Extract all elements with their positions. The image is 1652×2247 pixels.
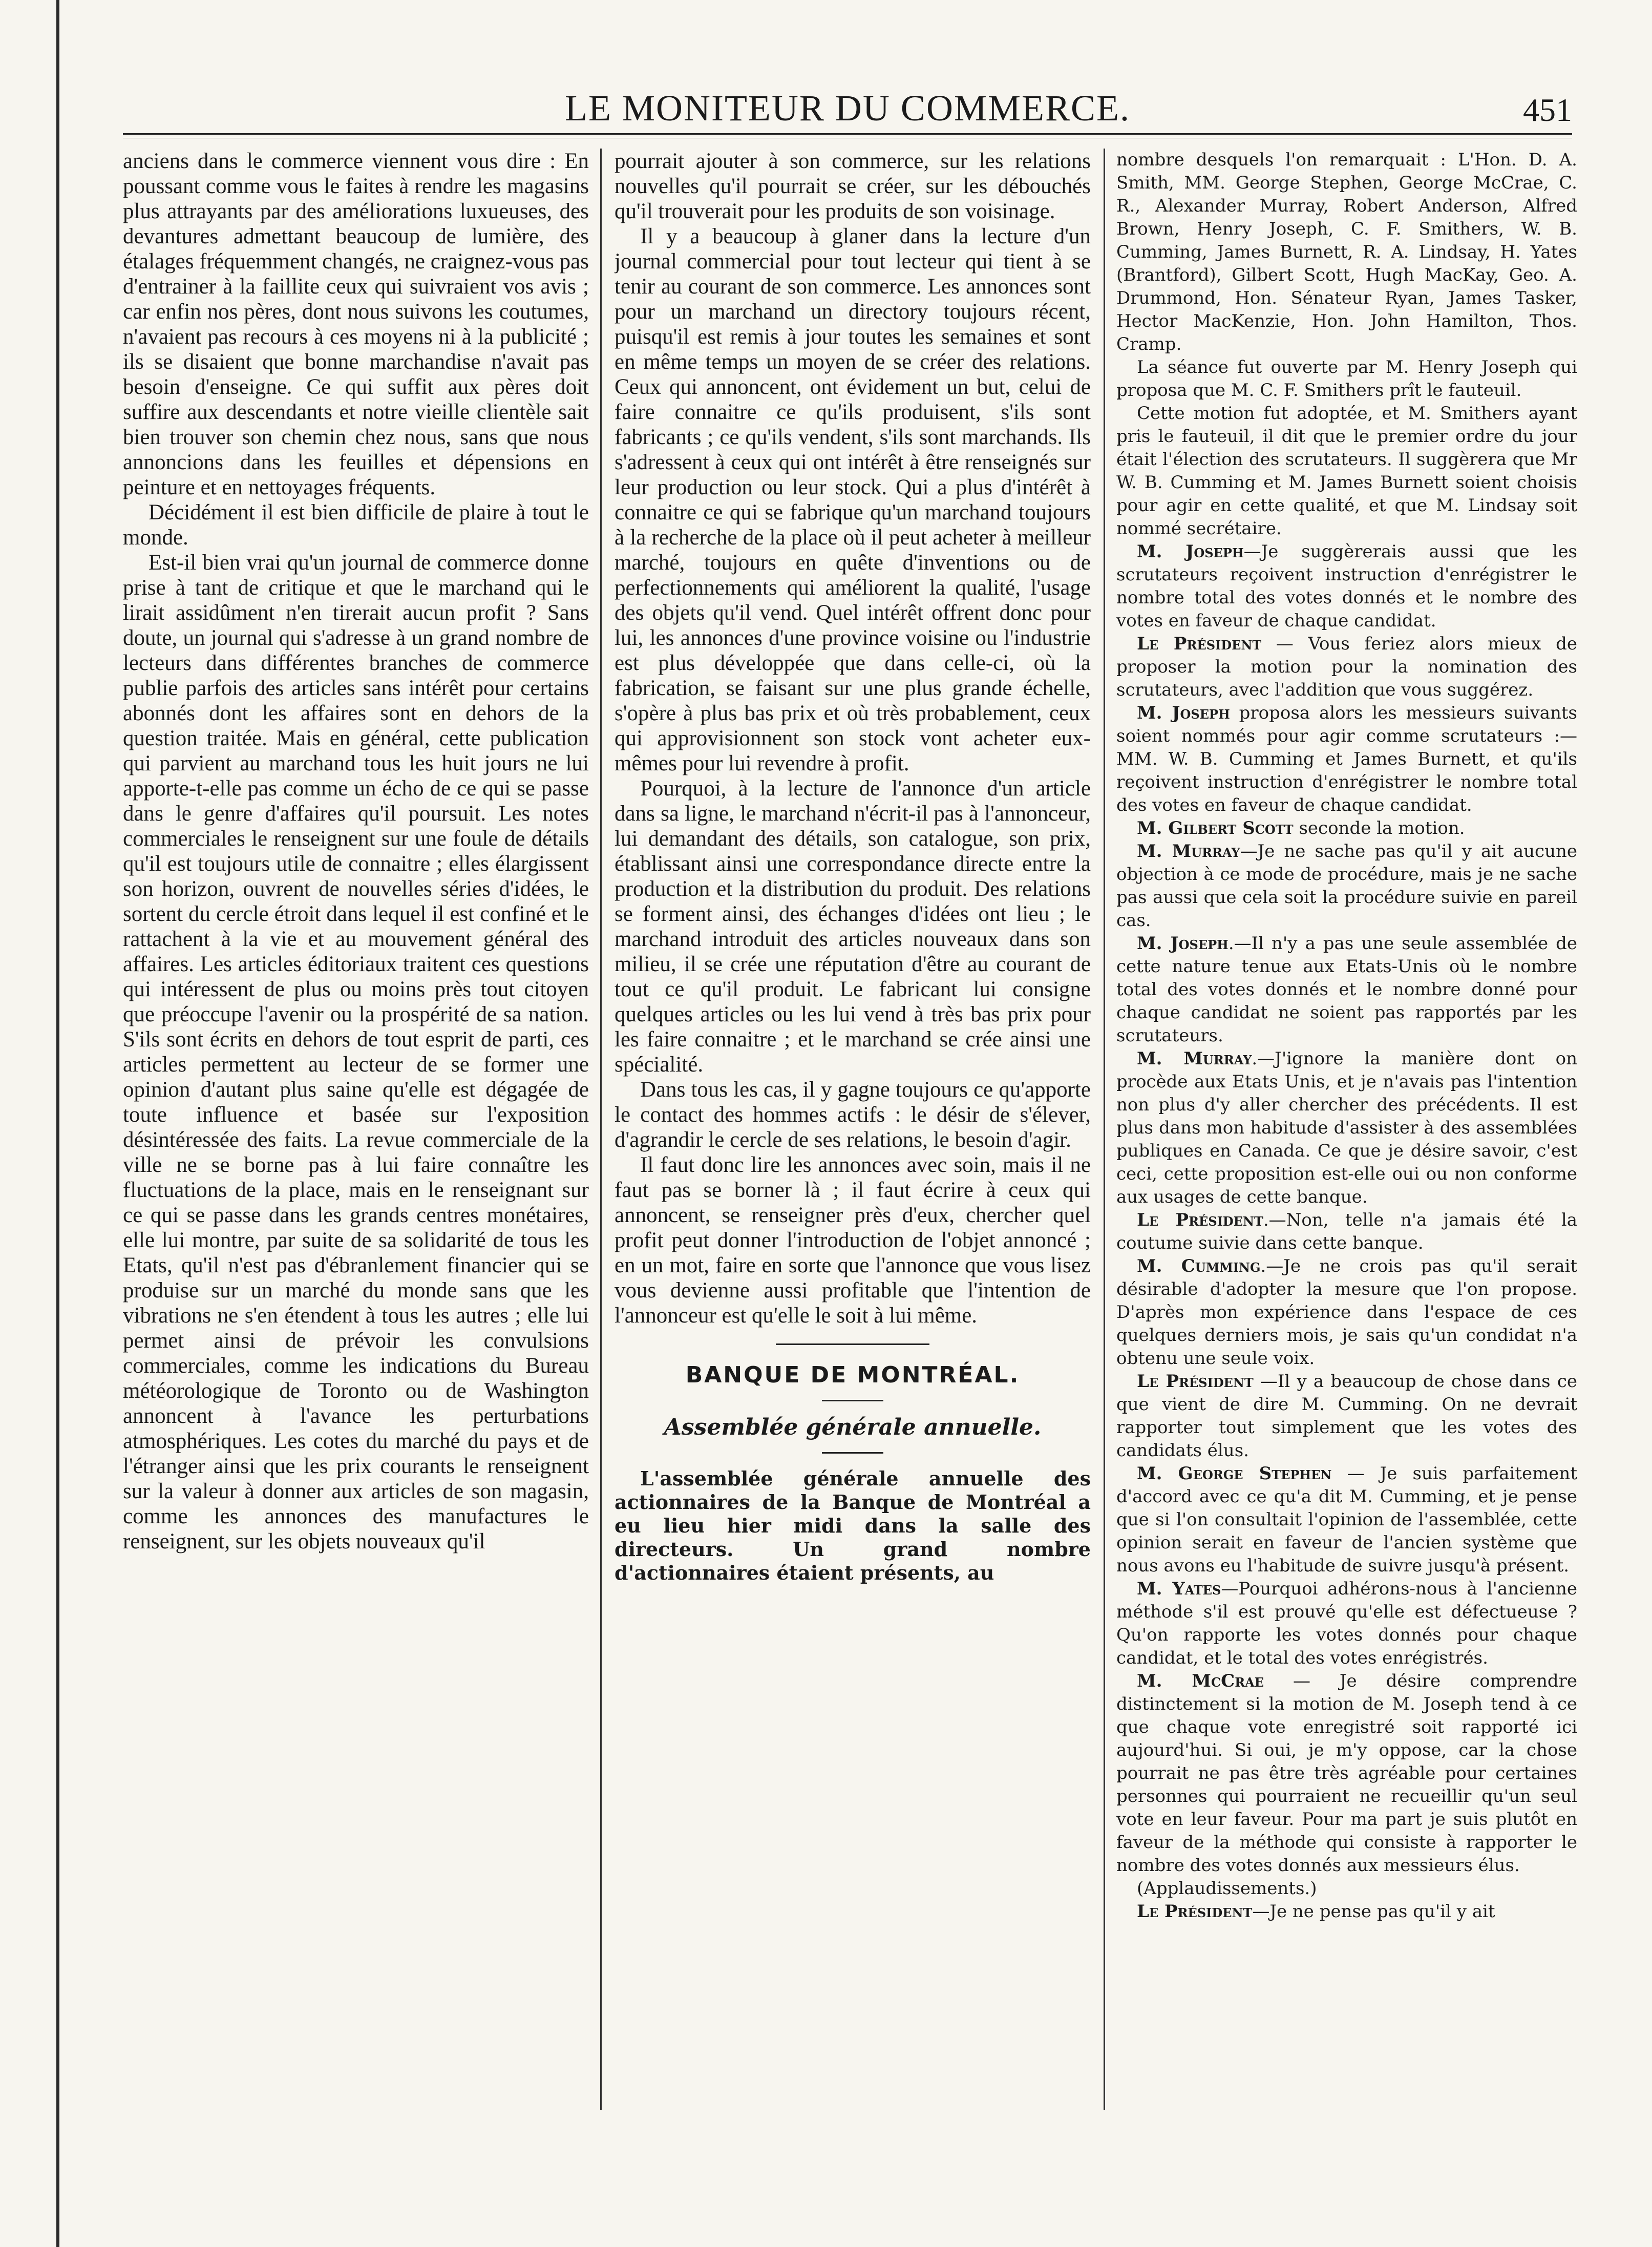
speaker-name: M. Joseph	[1137, 703, 1230, 723]
meeting-paragraph	[1116, 1578, 1577, 1670]
column-2	[615, 149, 1091, 2156]
paragraph-text: —Pourquoi adhérons-nous à l'ancienne méthode s'il est prouvé qu'elle est défectueuse ? Qu'on rapporte les votes donnés pour chaque candidat, et le total des votes enrégistrés.	[1116, 1579, 1577, 1668]
paragraph-text: —Je suggèrerais aussi que les scrutateurs reçoivent instruction d'enrégistrer le nombre total des votes donnés et le nombre des votes en faveur de chaque candidat.	[1116, 541, 1577, 631]
speaker-name: M. Joseph	[1137, 541, 1244, 562]
meeting-paragraph	[1116, 356, 1577, 402]
section-rule	[776, 1343, 929, 1347]
paragraph-text: La séance fut ouverte par M. Henry Joseph qui proposa que M. C. F. Smithers prît le fauteuil.	[1116, 357, 1577, 401]
meeting-paragraph	[1116, 540, 1577, 633]
meeting-paragraph	[1116, 1047, 1577, 1209]
page-header	[123, 77, 1572, 138]
paragraph-text: — Je désire comprendre distinctement si la motion de M. Joseph tend à ce que chaque vote enregistré soit rapporté ici aujourd'hui. Si oui, je m'y oppose, car la chose pourrait ne pas être très agréable pour certaines personnes qui pourraient ne recueillir qu'un seul vote en leur faveur. Pour ma part je suis plutôt en faveur de la méthode qui consiste à rapporter le nombre des votes donnés aux messieurs élus.	[1116, 1671, 1577, 1876]
paragraph-text: .—Il n'y a pas une seule assemblée de cette nature tenue aux Etats-Unis où le nombre total des votes donnés et le nombre donné pour chaque candidat ne soient pas rapportés par les scrutateurs.	[1116, 933, 1577, 1046]
paragraph-text: —Je ne pense pas qu'il y ait	[1252, 1901, 1495, 1922]
paragraph-text: — Je suis parfaitement d'accord avec ce qu'a dit M. Cumming, et je pense que si l'on consultait l'opinion de l'assemblée, cette opinion serait en faveur de l'ancien système que nous avons eu l'habitude de suivre jusqu'à présent.	[1116, 1463, 1577, 1576]
paragraph: Dans tous les cas, il y gagne toujours ce qu'apporte le contact des hommes actifs : le désir de s'élever, d'agrandir le cercle de ses relations, le besoin d'agir.	[615, 1078, 1091, 1152]
meeting-paragraph	[1116, 149, 1577, 356]
paragraph: anciens dans le commerce viennent vous dire : En poussant comme vous le faites à rendre les magasins plus attrayants par des améliorations luxueuses, des devantures admettant beaucoup de lumière, des étalages fréquemment changés, ne craignez-vous pas d'entrainer à la faillite ceux qui suivraient vos avis ; car enfin nos pères, dont nous suivons les coutumes, n'avaient pas recours à ces moyens ni à la publicité ; ils se disaient que bonne marchandise n'avait pas besoin d'enseigne. Ce qui suffit aux pères doit suffire aux descendants et notre vieille clientèle sait bien trouver son chemin chez nous, sans que nous annoncions dans les feuilles et dépensions en peinture et en nettoyages fréquents.	[123, 149, 589, 499]
paragraph-text: .—J'ignore la manière dont on procède aux Etats Unis, et je n'avais pas l'intention non plus d'y aller chercher des précédents. Il est plus dans mon habitude d'assister à des assemblées publiques en Canada. Ce que je désire savoir, c'est ceci, cette proposition est-elle oui ou non conforme aux usages de cette banque.	[1116, 1048, 1577, 1207]
meeting-paragraph	[1116, 932, 1577, 1047]
paragraph-text: —Il y a beaucoup de chose dans ce que vient de dire M. Cumming. On ne devrait rapporter tout simplement que les votes des candidats élus.	[1116, 1371, 1577, 1461]
speaker-name: M. Cumming	[1137, 1256, 1261, 1276]
paragraph: Décidément il est bien difficile de plaire à tout le monde.	[123, 500, 589, 550]
binding-edge	[56, 0, 59, 2247]
paragraph-text: nombre desquels l'on remarquait : L'Hon. D. A. Smith, MM. George Stephen, George McCrae, C. R., Alexander Murray, Robert Anderson, Alfred Brown, Henry Joseph, C. F. Smithers, W. B. Cumming, James Burnett, R. A. Lindsay, H. Yates (Brantford), Gilbert Scott, Hugh MacKay, Geo. A. Drummond, Hon. Sénateur Ryan, James Tasker, Hector MacKenzie, Hon. John Hamilton, Thos. Cramp.	[1116, 150, 1577, 354]
paragraph-text: —Je ne sache pas qu'il y ait aucune objection à ce mode de procédure, mais je ne sache pas aussi que cela soit la procédure suivie en pareil cas.	[1116, 841, 1577, 931]
paragraph-text: Cette motion fut adoptée, et M. Smithers ayant pris le fauteuil, il dit que le premier ordre du jour était l'élection des scrutateurs. Il suggèrera que Mr W. B. Cumming et M. James Burnett soient choisis pour agir en cette qualité, et que M. Lindsay soit nommé secrétaire.	[1116, 403, 1577, 539]
speaker-name: M. Yates	[1137, 1579, 1221, 1599]
paragraph: Il faut donc lire les annonces avec soin, mais il ne faut pas se borner là ; il faut écrire à ceux qui annoncent, se renseigner près d'eux, chercher quel profit peut donner l'introduction de l'objet annoncé ; en un mot, faire en sorte que l'annonce que vous lisez vous devienne aussi profitable que l'intention de l'annonceur est qu'elle le soit à lui même.	[615, 1153, 1091, 1328]
meeting-paragraph	[1116, 402, 1577, 540]
paragraph: pourrait ajouter à son commerce, sur les relations nouvelles qu'il pourrait se créer, sur les débouchés qu'il trouverait pour les produits de son voisinage.	[615, 149, 1091, 223]
speaker-name: Le Président	[1137, 1371, 1254, 1392]
paragraph-text: — Vous feriez alors mieux de proposer la motion pour la nomination des scrutateurs, avec l'addition que vous suggérez.	[1116, 634, 1577, 700]
paragraph-text: .—Je ne crois pas qu'il serait désirable d'adopter la mesure que l'on propose. D'après mon expérience dans l'espace de ces quelques derniers mois, je sais qu'un condidat n'a obtenu une seule voix.	[1116, 1256, 1577, 1369]
column-1	[123, 149, 589, 2156]
speaker-name: M. Joseph	[1137, 933, 1229, 954]
speaker-name: M. Murray	[1137, 841, 1240, 862]
section-rule	[822, 1452, 883, 1455]
column-divider	[600, 149, 602, 2110]
paragraph: Pourquoi, à la lecture de l'annonce d'un article dans sa ligne, le marchand n'écrit-il pas à l'annonceur, lui demandant des détails, son catalogue, son prix, établissant ainsi une correspondance directe entre la production et la distribution du produit. Des relations se forment ainsi, des échanges d'idées ont lieu ; le marchand introduit des articles nouveaux dans son milieu, il se crée une réputation d'être au courant de tout ce qu'il produit. Le fabricant lui consigne quelques articles ou les lui vend à très bas prix pour les faire connaitre ; et le marchand se crée ainsi une spécialité.	[615, 776, 1091, 1077]
meeting-paragraph	[1116, 1370, 1577, 1462]
meeting-paragraph	[1116, 817, 1577, 840]
section-title: BANQUE DE MONTRÉAL.	[685, 1362, 1020, 1388]
speaker-name: M. Gilbert Scott	[1137, 818, 1294, 838]
meeting-paragraph	[1116, 1900, 1577, 1923]
newspaper-title: LE MONITEUR DU COMMERCE.	[565, 88, 1130, 129]
meeting-paragraph	[1116, 1670, 1577, 1877]
meeting-paragraph	[1116, 1462, 1577, 1578]
paragraph-text: (Applaudissements.)	[1137, 1878, 1317, 1899]
speaker-name: M. George Stephen	[1137, 1463, 1332, 1484]
speaker-name: Le Président	[1137, 634, 1262, 654]
section-subtitle: Assemblée générale annuelle.	[664, 1414, 1042, 1440]
meeting-paragraph	[1116, 633, 1577, 702]
speaker-name: M. McCrae	[1137, 1671, 1264, 1691]
paragraph: Il y a beaucoup à glaner dans la lecture d'un journal commercial pour tout lecteur qui tient à se tenir au courant de son commerce. Les annonces sont pour un marchand un directory toujours récent, puisqu'il est remis à jour toutes les semaines et sont en même temps un moyen de se créer des relations. Ceux qui annoncent, ont évidement un but, celui de faire connaitre ce qu'ils produisent, s'ils sont fabricants ; ce qu'ils vendent, s'ils sont marchands. Ils s'adressent à ceux qui ont intérêt à être renseignés sur leur production ou leur stock. Qui a plus d'intérêt à connaitre ce qui se fabrique qu'un marchand toujours à la recherche de la place où il peut acheter à meilleur marché, toujours en quête d'inventions ou de perfectionnements qui améliorent la qualité, l'usage des objets qu'il vend. Quel intérêt offrent donc pour lui, les annonces d'une province voisine ou l'industrie est plus développée que dans celle-ci, où la fabrication, se faisant sur une plus grande échelle, s'opère à plus bas prix et où très probablement, ceux qui approvisionnent son stock vont acheter eux-mêmes pour lui revendre à profit.	[615, 224, 1091, 775]
column-3	[1116, 149, 1577, 2156]
meeting-paragraph	[1116, 702, 1577, 817]
paragraph-text: .—Non, telle n'a jamais été la coutume suivie dans cette banque.	[1116, 1210, 1577, 1253]
meeting-paragraph	[1116, 840, 1577, 932]
speaker-name: Le Président	[1137, 1901, 1253, 1922]
page-number: 451	[1523, 92, 1572, 128]
header-rule	[123, 133, 1572, 138]
section-intro: L'assemblée générale annuelle des actionnaires de la Banque de Montréal a eu lieu hier midi dans la salle des directeurs. Un grand nombre d'actionnaires étaient présents, au	[615, 1467, 1091, 1584]
meeting-paragraph	[1116, 1877, 1577, 1900]
column-divider	[1104, 149, 1105, 2110]
paragraph-text: proposa alors les messieurs suivants soient nommés pour agir comme scrutateurs :— MM. W. B. Cumming et James Burnett, et qu'ils reçoivent instruction d'enrégistrer le nombre total des votes en faveur de chaque candidat.	[1116, 703, 1577, 815]
section-rule	[822, 1400, 883, 1402]
meeting-paragraph	[1116, 1209, 1577, 1255]
meeting-paragraph	[1116, 1255, 1577, 1370]
paragraph-text: seconde la motion.	[1293, 818, 1465, 838]
speaker-name: M. Murray	[1137, 1048, 1252, 1069]
speaker-name: Le Président	[1137, 1210, 1263, 1230]
paragraph: Est-il bien vrai qu'un journal de commerce donne prise à tant de critique et que le marchand qui le lirait assidûment n'en tirerait aucun profit ? Sans doute, un journal qui s'adresse à un grand nombre de lecteurs dans différentes branches de commerce publie parfois des articles sans intérêt pour certains abonnés dont les affaires sont en dehors de la question traitée. Mais en général, cette publication qui parvient au marchand tous les huit jours ne lui apporte-t-elle pas comme un écho de ce qui se passe dans le genre d'affaires qu'il poursuit. Les notes commerciales le renseignent sur une foule de détails qu'il est toujours utile de connaitre ; elles élargissent son horizon, ouvrent de nouvelles séries d'idées, le sortent du cercle étroit dans lequel il est confiné et le rattachent à la vie et au mouvement général des affaires. Les articles éditoriaux traitent ces questions qui intéressent de plus ou moins près tout citoyen que préoccupe l'avenir ou la prospérité de sa nation. S'ils sont écrits en dehors de tout esprit de parti, ces articles permettent au lecteur de se former une opinion d'autant plus saine qu'elle est dégagée de toute influence et basée sur l'exposition désintéressée des faits. La revue commerciale de la ville ne se borne pas à lui faire connaître les fluctuations de la place, mais en le renseignant sur ce qui se passe dans les grands centres monétaires, elle lui montre, par suite de sa solidarité de tous les Etats, qu'il n'est pas d'ébranlement financier qui se produise sur un marché du monde sans que les vibrations ne s'en étendent à tous les autres ; elle lui permet ainsi de prévoir les convulsions commerciales, comme les indications du Bureau météorologique de Toronto ou de Washington annoncent à l'avance les perturbations atmosphériques. Les cotes du marché du pays et de l'étranger ainsi que les prix courants le renseignent sur la valeur à donner aux articles de son magasin, comme les annonces des manufactures le renseignent, sur les objets nouveaux qu'il	[123, 551, 589, 1553]
